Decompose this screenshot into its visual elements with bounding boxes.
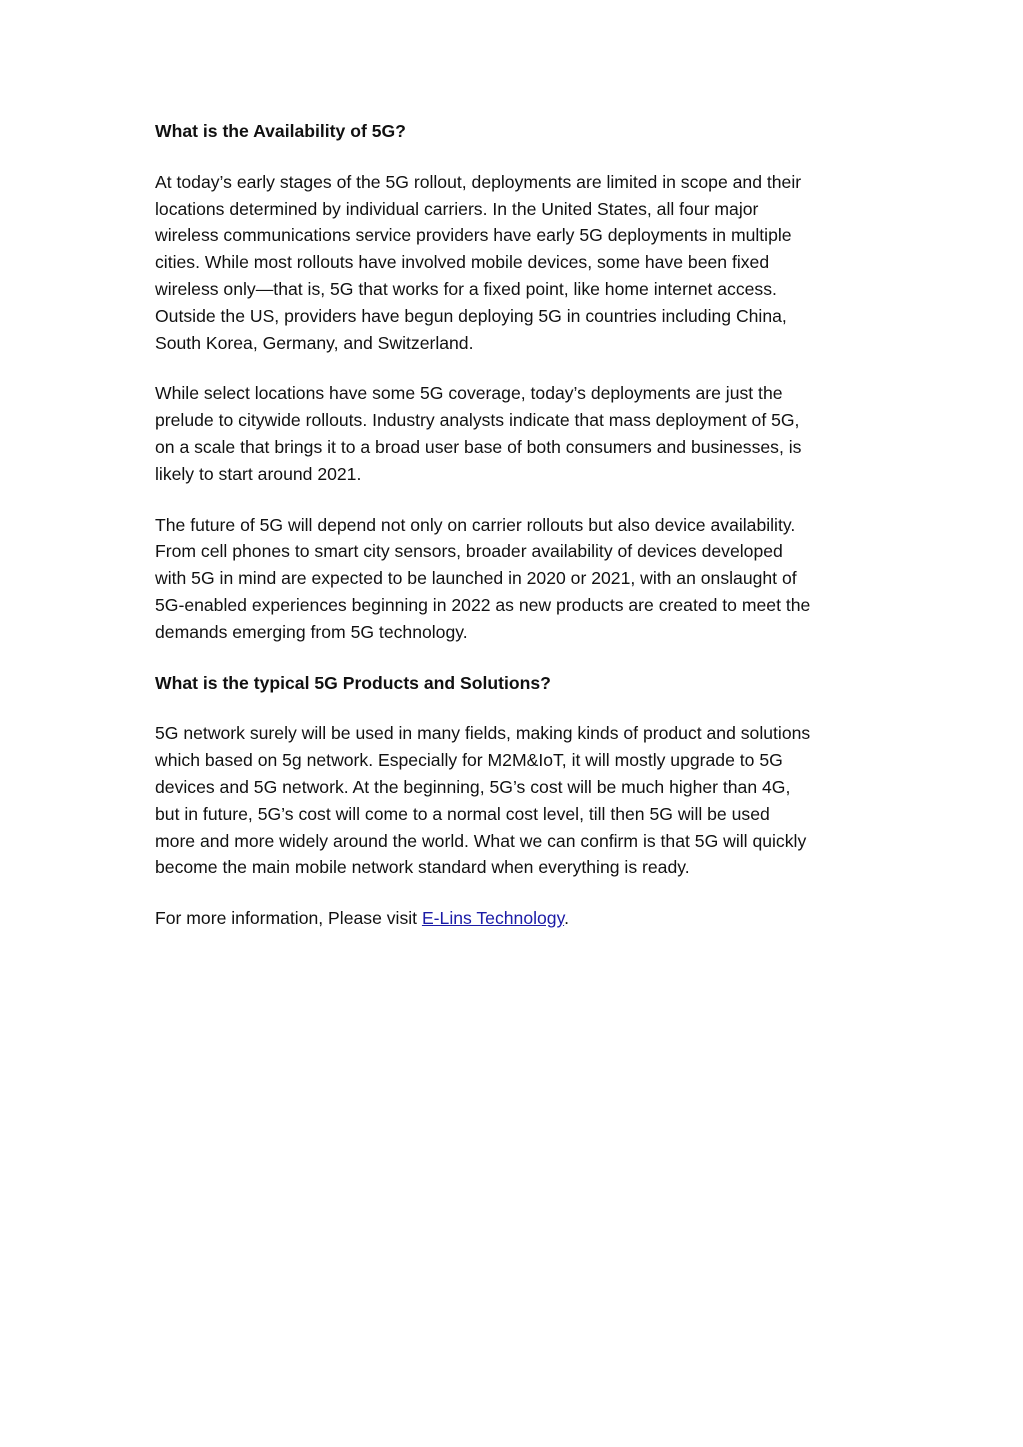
paragraph-coverage xyxy=(155,380,875,487)
paragraph-line: South Korea, Germany, and Switzerland. xyxy=(155,332,474,353)
paragraph-line: on a scale that brings it to a broad user base of both consumers and businesses, is xyxy=(155,436,802,457)
document-page xyxy=(155,118,875,956)
section-heading-availability: What is the Availability of 5G? xyxy=(155,121,406,141)
paragraph-line: become the main mobile network standard when everything is ready. xyxy=(155,857,690,878)
paragraph-line: devices and 5G network. At the beginning, 5G’s cost will be much higher than 4G, xyxy=(155,776,791,797)
paragraph-line: Outside the US, providers have begun deploying 5G in countries including China, xyxy=(155,305,787,326)
paragraph-line: wireless only—that is, 5G that works for a fixed point, like home internet access. xyxy=(155,278,777,299)
paragraph-line: which based on 5g network. Especially for M2M&IoT, it will mostly upgrade to 5G xyxy=(155,750,783,771)
paragraph-products xyxy=(155,720,875,881)
paragraph-future xyxy=(155,512,875,646)
paragraph-line: locations determined by individual carriers. In the United States, all four major xyxy=(155,198,759,219)
paragraph-line: with 5G in mind are expected to be launched in 2020 or 2021, with an onslaught of xyxy=(155,568,797,589)
section-heading-products: What is the typical 5G Products and Solutions? xyxy=(155,672,551,693)
e-lins-technology-link[interactable]: E-Lins Technology xyxy=(421,908,565,929)
paragraph-line: 5G network surely will be used in many fields, making kinds of product and solutions xyxy=(155,723,811,744)
paragraph-line: more and more widely around the world. What we can confirm is that 5G will quickly xyxy=(155,830,807,851)
footer-prefix: For more information, Please visit xyxy=(155,908,422,929)
footer-suffix: . xyxy=(564,908,569,929)
footer-info xyxy=(155,905,875,932)
paragraph-line: At today’s early stages of the 5G rollout, deployments are limited in scope and their xyxy=(155,171,802,192)
paragraph-line: 5G-enabled experiences beginning in 2022 as new products are created to meet the xyxy=(155,594,811,615)
paragraph-line: wireless communications service providers have early 5G deployments in multiple xyxy=(155,225,792,246)
paragraph-line: While select locations have some 5G coverage, today’s deployments are just the xyxy=(155,383,783,404)
paragraph-line: The future of 5G will depend not only on carrier rollouts but also device availability. xyxy=(155,514,796,535)
paragraph-line: but in future, 5G’s cost will come to a normal cost level, till then 5G will be used xyxy=(155,803,770,824)
paragraph-line: likely to start around 2021. xyxy=(155,463,362,484)
paragraph-line: cities. While most rollouts have involved mobile devices, some have been fixed xyxy=(155,252,770,273)
paragraph-line: prelude to citywide rollouts. Industry analysts indicate that mass deployment of 5G, xyxy=(155,410,800,431)
paragraph-line: demands emerging from 5G technology. xyxy=(155,621,468,642)
paragraph-rollout xyxy=(155,169,875,357)
paragraph-line: From cell phones to smart city sensors, broader availability of devices developed xyxy=(155,541,783,562)
